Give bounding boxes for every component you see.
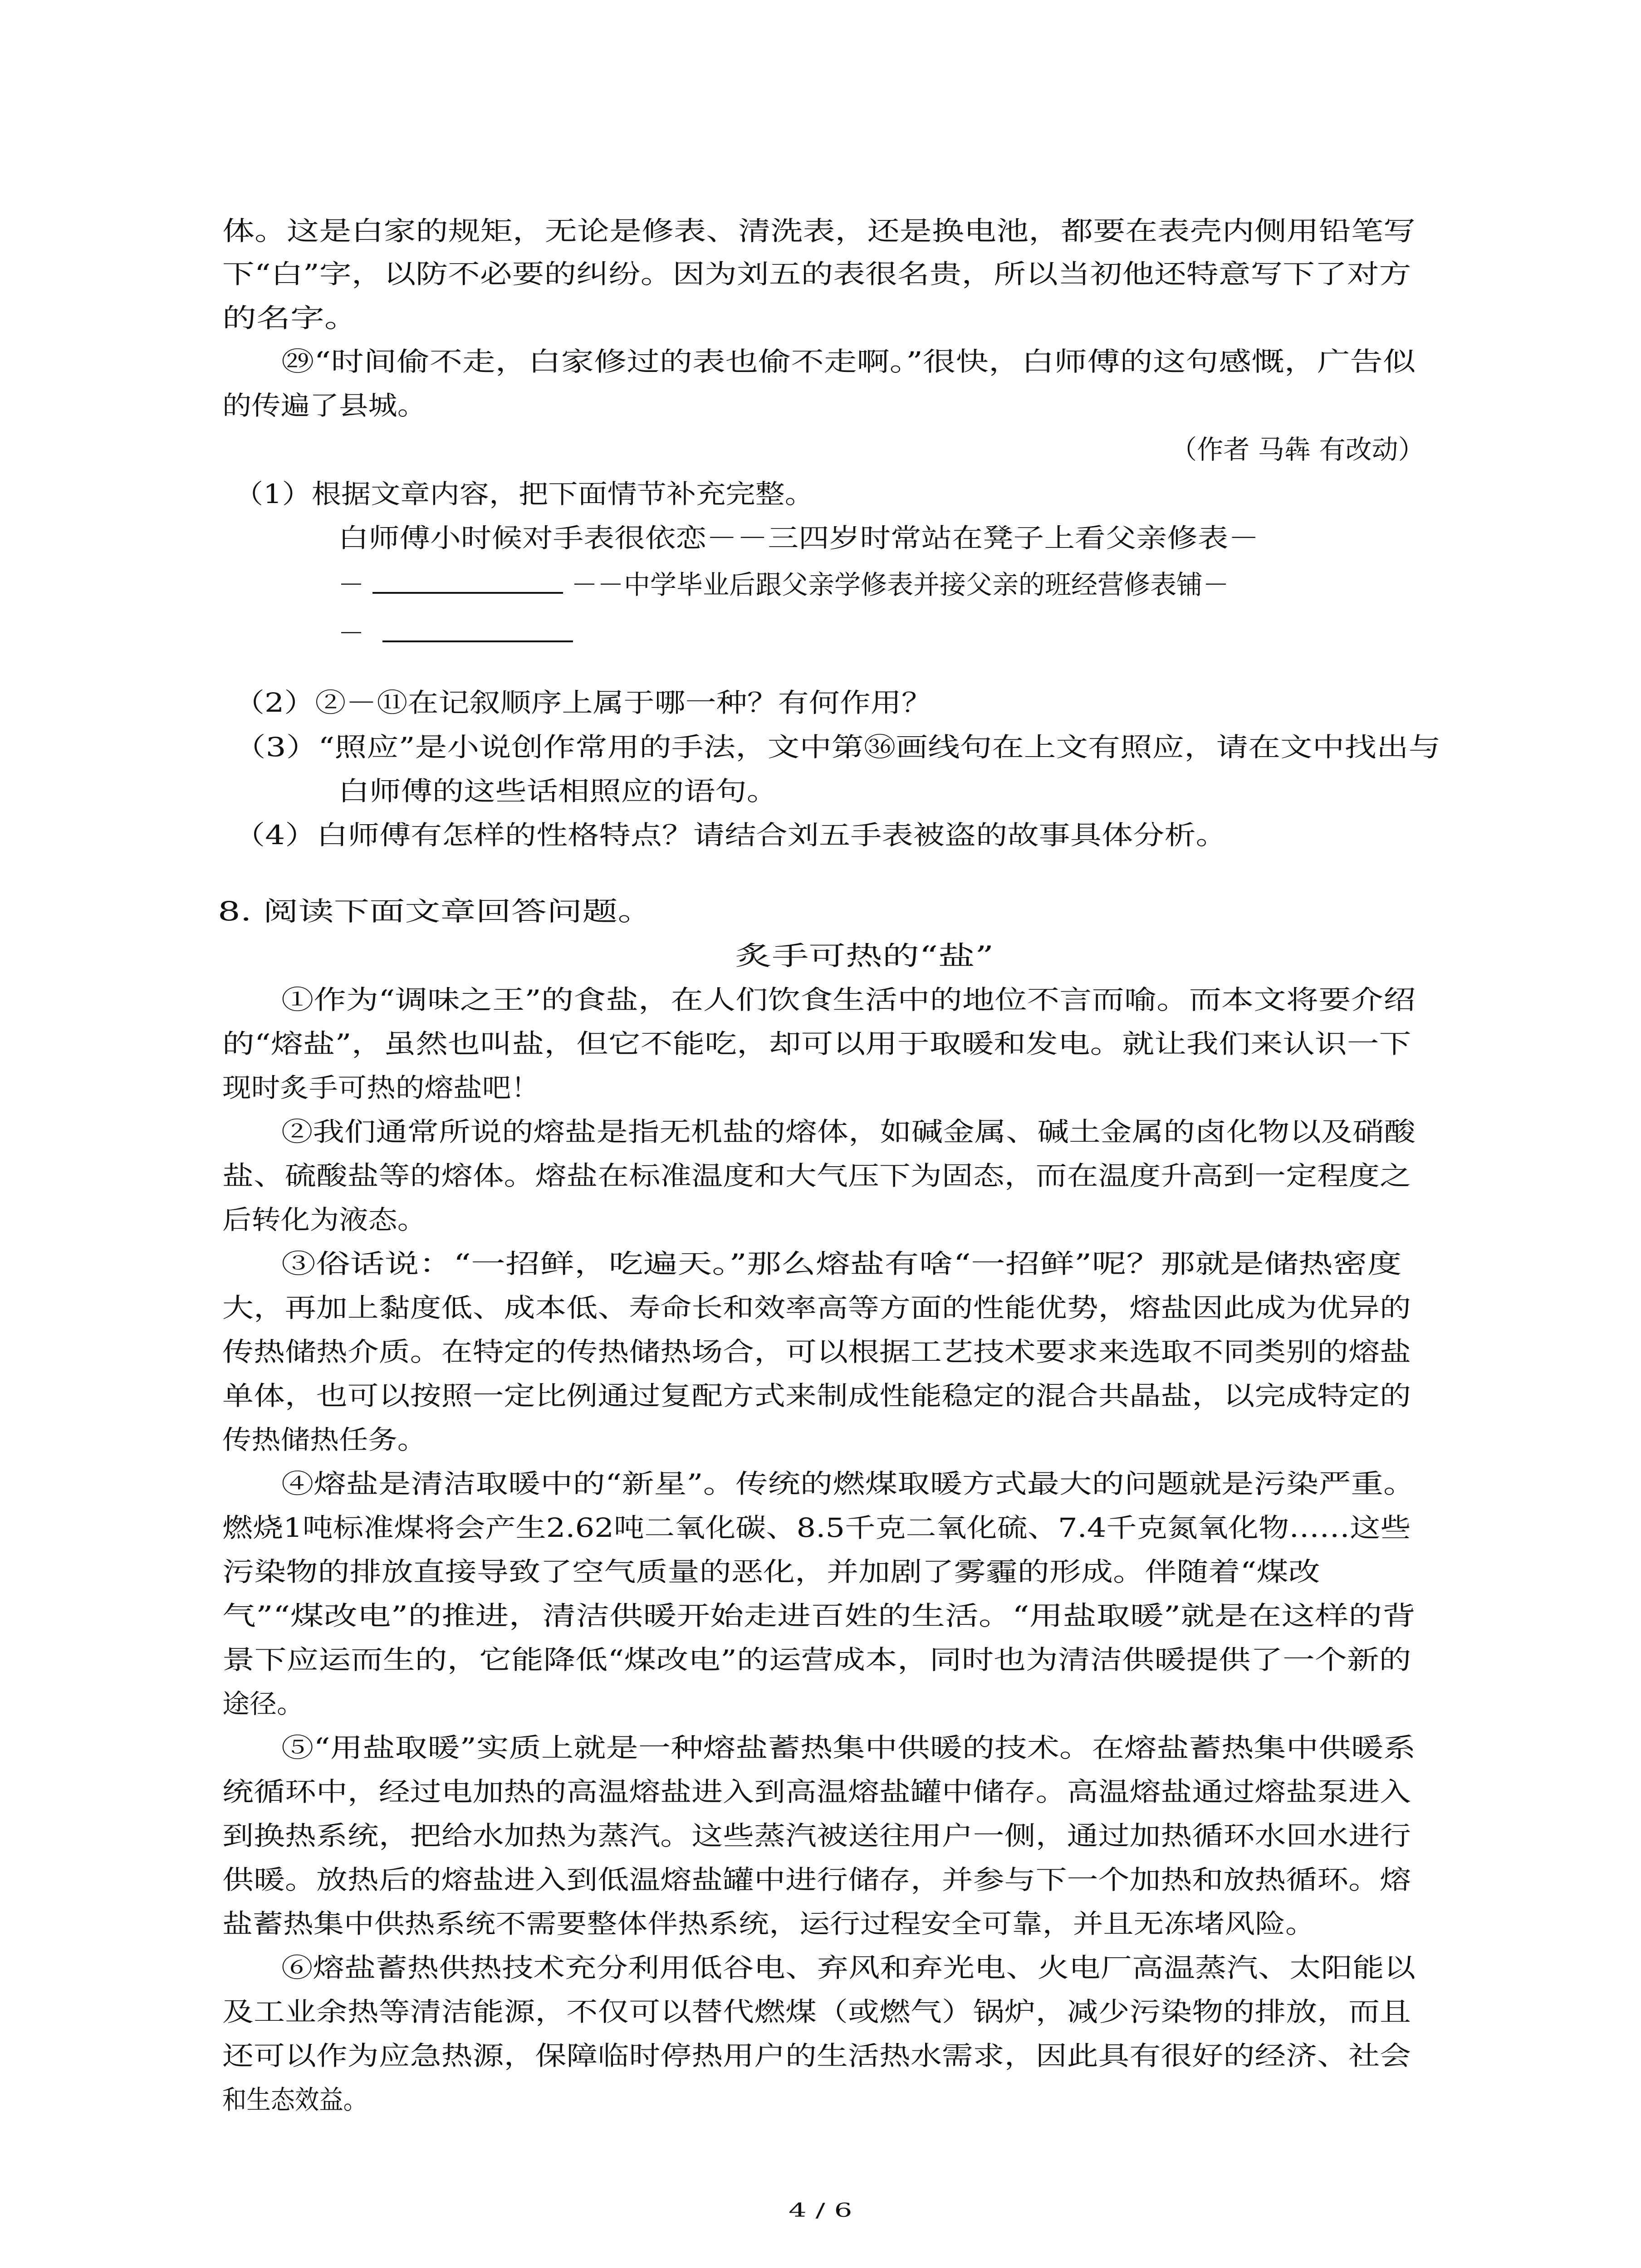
article-title: 炙手可热的“盐”	[735, 940, 994, 971]
article-line: ④熔盐是清洁取暖中的“新星”。传统的燃煤取暖方式最大的问题就是污染严重。	[281, 1468, 1416, 1499]
article-line: 统循环中，经过电加热的高温熔盐进入到高温熔盐罐中储存。高温熔盐通过熔盐泵进入	[222, 1776, 1411, 1807]
article-line: ③俗话说：“一招鲜，吃遍天。”那么熔盐有啥“一招鲜”呢？那就是储热密度	[281, 1248, 1402, 1279]
answer-blank[interactable]	[372, 568, 563, 594]
question-7-2: （2）②－⑪在记叙顺序上属于哪一种？有何作用？	[234, 687, 932, 718]
question-7-1-plot-line: 白师傅小时候对手表很依恋－－三四岁时常站在凳子上看父亲修表－	[338, 523, 1259, 553]
question-7-1: （1）根据文章内容，把下面情节补充完整。	[234, 479, 814, 509]
passage-line: ㉙“时间偷不走，白家修过的表也偷不走啊。”很快，白师傅的这句感慨，广告似	[281, 346, 1416, 377]
article-line: 现时炙手可热的熔盐吧！	[222, 1072, 540, 1103]
article-line: ⑥熔盐蓄热供热技术充分利用低谷电、弃风和弃光电、火电厂高温蒸汽、太阳能以	[281, 1952, 1416, 1983]
article-line: 途径。	[222, 1688, 304, 1719]
article-line: 供暖。放热后的熔盐进入到低温熔盐罐中进行储存，并参与下一个加热和放热循环。熔	[222, 1864, 1411, 1895]
article-line: 单体，也可以按照一定比例通过复配方式来制成性能稳定的混合共晶盐，以完成特定的	[222, 1380, 1411, 1411]
article-line: 和生态效益。	[222, 2084, 368, 2115]
article-line: 到换热系统，把给水加热为蒸汽。这些蒸汽被送往用户一侧，通过加热循环水回水进行	[222, 1820, 1411, 1851]
article-line: ①作为“调味之王”的食盐，在人们饮食生活中的地位不言而喻。而本文将要介绍	[281, 984, 1416, 1015]
question-8-header: 8. 阅读下面文章回答问题。	[218, 896, 653, 927]
article-line: 后转化为液态。	[222, 1204, 427, 1235]
question-7-3: （3）“照应”是小说创作常用的手法，文中第㊱画线句在上文有照应，请在文中找出与	[234, 732, 1441, 763]
passage-line: 的传遍了县城。	[222, 390, 427, 421]
passage-source: （作者 马犇 有改动）	[1171, 434, 1425, 465]
question-7-4: （4）白师傅有怎样的性格特点？请结合刘五手表被盗的故事具体分析。	[234, 820, 1227, 850]
article-line: ⑤“用盐取暖”实质上就是一种熔盐蓄热集中供暖的技术。在熔盐蓄热集中供暖系	[281, 1732, 1416, 1763]
article-line: 大，再加上黏度低、成本低、寿命长和效率高等方面的性能优势，熔盐因此成为优异的	[222, 1292, 1411, 1323]
article-line: 燃烧1吨标准煤将会产生2.62吨二氧化碳、8.5千克二氧化硫、7.4千克氮氧化物……这些	[222, 1512, 1411, 1543]
article-line: 及工业余热等清洁能源，不仅可以替代燃煤（或燃气）锅炉，减少污染物的排放，而且	[222, 1996, 1411, 2027]
article-line: 盐、硫酸盐等的熔体。熔盐在标准温度和大气压下为固态，而在温度升高到一定程度之	[222, 1160, 1411, 1191]
dash: －	[338, 618, 365, 649]
article-line: 污染物的排放直接导致了空气质量的恶化，并加剧了雾霾的形成。伴随着“煤改	[222, 1556, 1320, 1587]
article-line: 气”“煤改电”的推进，清洁供暖开始走进百姓的生活。“用盐取暖”就是在这样的背	[222, 1600, 1416, 1631]
question-7-3-cont: 白师傅的这些话相照应的语句。	[338, 776, 779, 807]
question-7-1-plot-line-2	[338, 568, 1229, 598]
article-line: 盐蓄热集中供热系统不需要整体伴热系统，运行过程安全可靠，并且无冻堵风险。	[222, 1908, 1316, 1939]
article-line: 传热储热任务。	[222, 1424, 427, 1455]
article-line: 还可以作为应急热源，保障临时停热用户的生活热水需求，因此具有很好的经济、社会	[222, 2040, 1411, 2071]
question-7-1-plot-line-3	[338, 617, 573, 649]
article-line: 传热储热介质。在特定的传热储热场合，可以根据工艺技术要求来选取不同类别的熔盐	[222, 1336, 1411, 1367]
plot-text: －－中学毕业后跟父亲学修表并接父亲的班经营修表铺－	[571, 569, 1230, 600]
passage-line: 体。这是白家的规矩，无论是修表、清洗表，还是换电池，都要在表壳内侧用铅笔写	[222, 215, 1416, 246]
passage-line: 的名字。	[222, 303, 359, 333]
answer-blank[interactable]	[382, 617, 573, 642]
article-line: 的“熔盐”，虽然也叫盐，但它不能吃，却可以用于取暖和发电。就让我们来认识一下	[222, 1028, 1411, 1059]
dash: －	[338, 569, 365, 600]
passage-line: 下“白”字，以防不必要的纠纷。因为刘五的表很名贵，所以当初他还特意写下了对方	[222, 259, 1411, 289]
article-line: 景下应运而生的，它能降低“煤改电”的运营成本，同时也为清洁供暖提供了一个新的	[222, 1644, 1411, 1675]
page-number: 4 / 6	[789, 2199, 852, 2221]
article-line: ②我们通常所说的熔盐是指无机盐的熔体，如碱金属、碱土金属的卤化物以及硝酸	[281, 1116, 1416, 1147]
